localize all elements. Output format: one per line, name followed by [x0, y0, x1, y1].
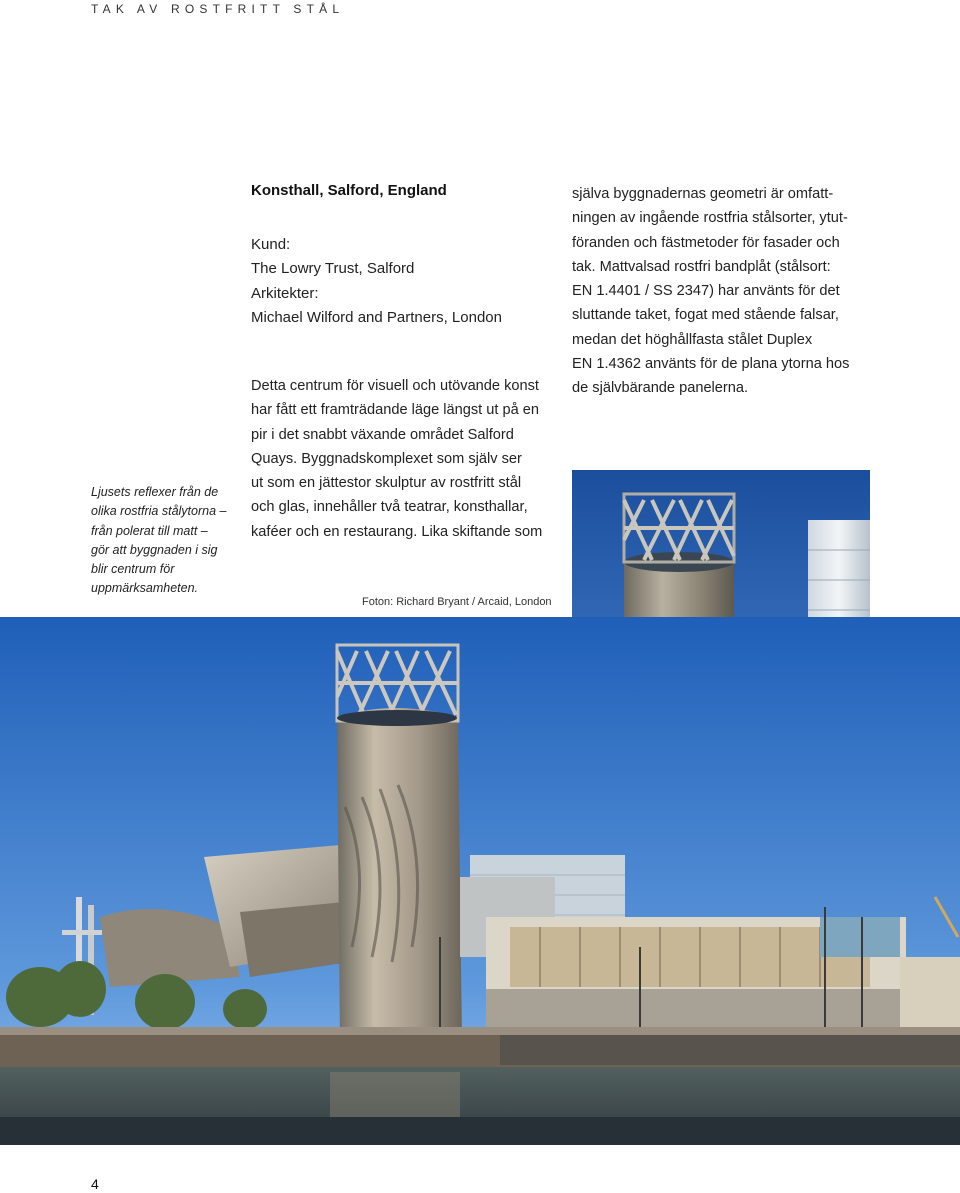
body-line: tak. Mattvalsad rostfri bandplåt (stålsort:	[572, 258, 831, 275]
caption-line: blir centrum för	[91, 562, 175, 577]
credit-client: The Lowry Trust, Salford	[251, 260, 415, 278]
body-line: pir i det snabbt växande området Salford	[251, 426, 514, 443]
body-line: Quays. Byggnadskomplexet som själv ser	[251, 450, 522, 467]
photo-credit: Foton: Richard Bryant / Arcaid, London	[362, 596, 552, 608]
body-line: EN 1.4362 använts för de plana ytorna hos	[572, 356, 850, 373]
body-line: ut som en jättestor skulptur av rostfritt stål	[251, 475, 522, 492]
article-title: Konsthall, Salford, England	[251, 182, 447, 199]
photo-building-complex	[0, 617, 960, 1145]
body-line: föranden och fästmetoder för fasader och	[572, 234, 840, 251]
page-number: 4	[91, 1176, 99, 1192]
credit-client-label: Kund:	[251, 236, 291, 253]
body-line: sluttande taket, fogat med stående falsar,	[572, 307, 839, 324]
running-header: TAK AV ROSTFRITT STÅL	[91, 2, 345, 16]
body-line: de självbärande panelerna.	[572, 380, 749, 397]
credit-architect-label: Arkitekter:	[251, 284, 319, 302]
body-line: medan det höghållfasta stålet Duplex	[572, 331, 813, 348]
caption-line: gör att byggnaden i sig	[91, 542, 218, 557]
caption-line: olika rostfria stålytorna –	[91, 504, 227, 519]
right-column-text	[572, 182, 870, 401]
body-text	[251, 374, 549, 544]
caption-line: Ljusets reflexer från de	[91, 485, 219, 499]
body-line: ningen av ingående rostfria stålsorter, ytut-	[572, 210, 848, 227]
body-line: och glas, innehåller två teatrar, konsthallar,	[251, 499, 528, 516]
body-line: Detta centrum för visuell och utövande konst	[251, 378, 539, 394]
credit-architect: Michael Wilford and Partners, London	[251, 308, 502, 326]
caption-line: uppmärksamheten.	[91, 581, 199, 596]
body-line: själva byggnadernas geometri är omfatt-	[572, 186, 834, 202]
body-line: kaféer och en restaurang. Lika skiftande som	[251, 523, 543, 540]
image-caption	[91, 483, 231, 599]
body-line: har fått ett framträdande läge längst ut på en	[251, 402, 540, 419]
credits-block	[251, 233, 502, 330]
body-line: EN 1.4401 / SS 2347) har använts för det	[572, 283, 840, 300]
caption-line: från polerat till matt –	[91, 523, 208, 538]
